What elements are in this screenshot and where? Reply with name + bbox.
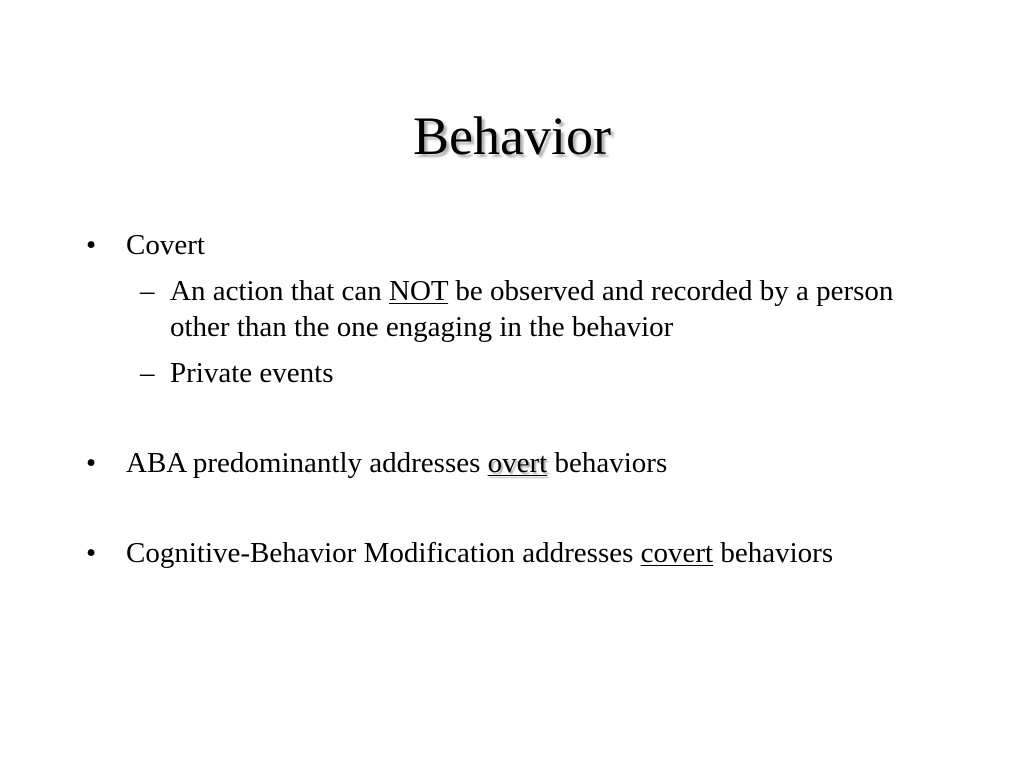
bullet-text: Covert [126, 229, 205, 261]
bullet-text [126, 535, 906, 571]
text-post: behaviors [713, 537, 834, 569]
text-pre: An action that can [170, 275, 390, 307]
bullet-mark: • [86, 229, 97, 261]
bullet-mark: • [86, 447, 97, 479]
emphasis-covert: covert [640, 537, 714, 569]
dash-mark: – [140, 275, 155, 307]
text-post: behaviors [547, 447, 668, 479]
bullet-mark: • [86, 537, 97, 569]
text-post: be observed and recorded by a person other than the one engaging in the behavior [170, 275, 894, 343]
sub-bullet-text [170, 273, 940, 345]
text-pre: ABA predominantly addresses [126, 447, 488, 479]
dash-mark: – [140, 357, 155, 389]
sub-bullet-text: Private events [170, 357, 334, 389]
emphasis-overt: overt [487, 447, 548, 479]
bullet-text [126, 445, 667, 481]
slide-title: Behavior [413, 106, 611, 166]
emphasis-not: NOT [389, 275, 449, 307]
text-pre: Cognitive-Behavior Modification addresses [126, 537, 641, 569]
